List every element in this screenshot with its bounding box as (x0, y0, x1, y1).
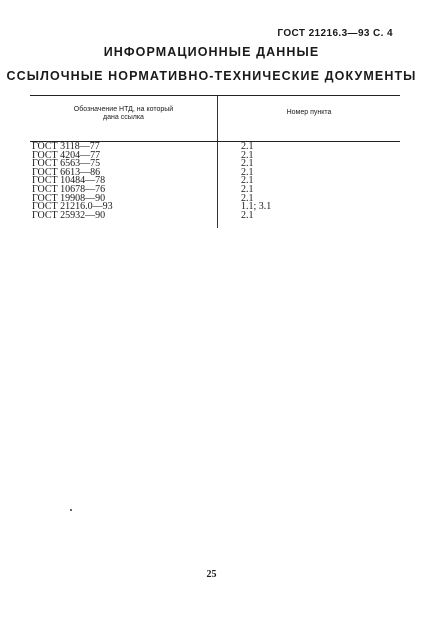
document-header: ГОСТ 21216.3—93 С. 4 (277, 28, 393, 39)
clause-number: 1.1; 3.1 (241, 201, 272, 213)
document-ref: ГОСТ 25932—90 (32, 209, 106, 221)
clause-number: 2.1 (241, 141, 254, 152)
document-ref: ГОСТ 4204—77 (32, 149, 101, 161)
column-header-document-line2: дана ссылка (103, 114, 144, 121)
clause-number: 2.1 (241, 158, 254, 170)
clause-number: 2.1 (241, 192, 254, 204)
clause-number: 2.1 (241, 183, 254, 195)
clause-number: 2.1 (241, 209, 254, 221)
table-row (30, 211, 400, 220)
document-ref: ГОСТ 6563—75 (32, 158, 101, 170)
column-header-clause: Номер пункта (286, 109, 332, 116)
section-title: ИНФОРМАЦИОННЫЕ ДАННЫЕ (103, 45, 320, 59)
header-column-divider (217, 96, 218, 141)
table-body (30, 142, 400, 219)
page-number: 25 (206, 569, 217, 580)
document-ref: ГОСТ 3118—77 (32, 141, 100, 152)
section-subtitle: ССЫЛОЧНЫЕ НОРМАТИВНО-ТЕХНИЧЕСКИЕ ДОКУМЕНТЫ (6, 69, 417, 83)
document-ref: ГОСТ 21216.0—93 (32, 201, 113, 213)
stray-mark (70, 509, 72, 511)
document-ref: ГОСТ 10678—76 (32, 183, 106, 195)
document-ref: ГОСТ 10484—78 (32, 175, 106, 187)
document-ref: ГОСТ 19908—90 (32, 192, 106, 204)
clause-number: 2.1 (241, 166, 254, 178)
table-header (30, 95, 400, 142)
references-table (30, 95, 400, 219)
clause-number: 2.1 (241, 175, 254, 187)
document-ref: ГОСТ 6613—86 (32, 166, 101, 178)
column-header-document (30, 106, 217, 122)
column-header-document-line1: Обозначение НТД, на который (73, 106, 174, 113)
clause-number: 2.1 (241, 149, 254, 161)
